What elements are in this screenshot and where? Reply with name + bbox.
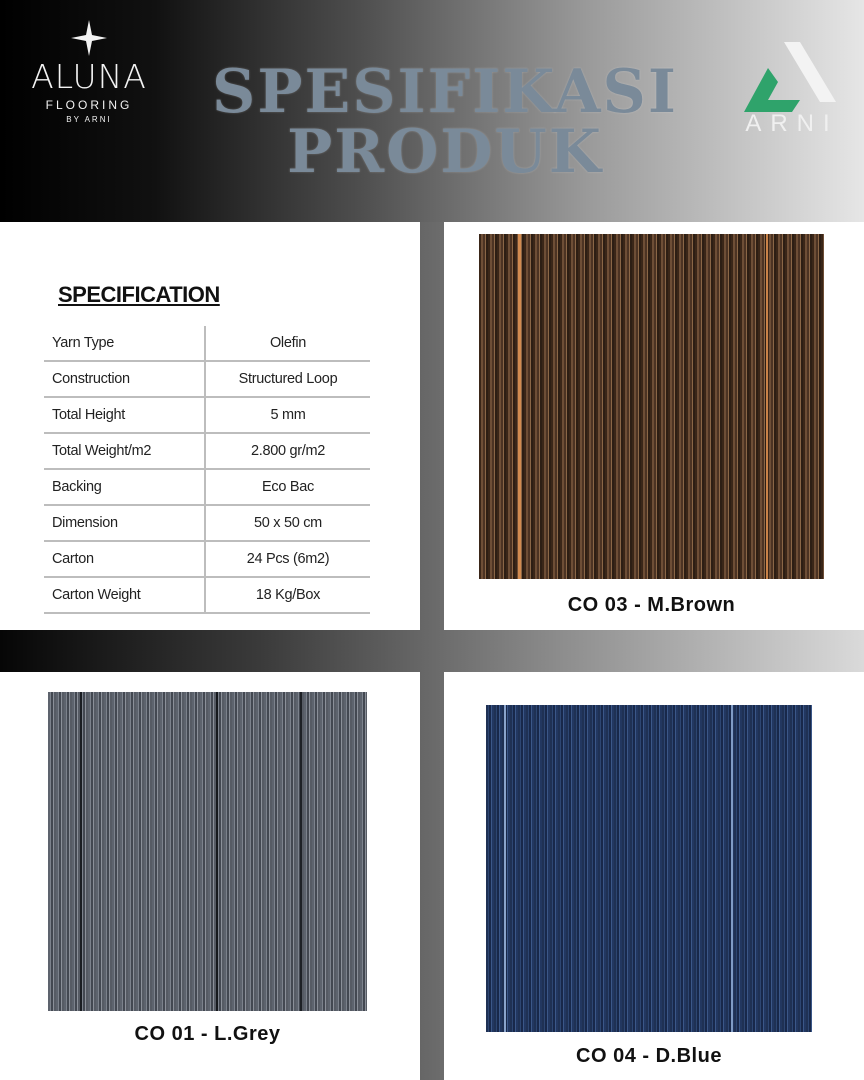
spec-value: 5 mm: [205, 397, 370, 433]
spec-value: 18 Kg/Box: [205, 577, 370, 613]
spec-label: Carton: [44, 541, 205, 577]
brand-byline: BY ARNI: [66, 115, 112, 124]
table-row: [44, 541, 370, 577]
spec-label: Yarn Type: [44, 326, 205, 361]
sparkle-icon: [69, 18, 109, 58]
spec-label: Total Height: [44, 397, 205, 433]
page-title-line1: SPESIFIKASI: [212, 57, 678, 127]
spec-label: Carton Weight: [44, 577, 205, 613]
table-row: [44, 577, 370, 613]
product-caption-grey: CO 01 - L.Grey: [134, 1023, 281, 1045]
spec-value: 50 x 50 cm: [205, 505, 370, 541]
page-title-line2: PRODUK: [287, 117, 603, 187]
product-caption-brown: CO 03 - M.Brown: [567, 594, 736, 616]
spec-label: Total Weight/m2: [44, 433, 205, 469]
brand-name: ALUNA: [31, 57, 147, 96]
product-caption-blue: CO 04 - D.Blue: [576, 1045, 722, 1067]
spec-value: 2.800 gr/m2: [205, 433, 370, 469]
table-row: [44, 326, 370, 361]
carpet-swatch-blue: [486, 705, 812, 1032]
spec-label: Backing: [44, 469, 205, 505]
table-row: [44, 361, 370, 397]
carpet-swatch-brown: [479, 234, 824, 579]
spec-label: Dimension: [44, 505, 205, 541]
spec-label: Construction: [44, 361, 205, 397]
carpet-swatch-grey: [48, 692, 367, 1011]
spec-value: Olefin: [205, 326, 370, 361]
table-row: [44, 433, 370, 469]
spec-value: Eco Bac: [205, 469, 370, 505]
spec-value: Structured Loop: [205, 361, 370, 397]
specification-table: [44, 326, 370, 614]
header-banner: [0, 0, 864, 222]
table-row: [44, 397, 370, 433]
table-row: [44, 505, 370, 541]
aluna-brand-logo: [14, 18, 164, 124]
arni-logo-text: ARNI: [745, 110, 839, 137]
table-row: [44, 469, 370, 505]
spec-value: 24 Pcs (6m2): [205, 541, 370, 577]
brand-subtitle: FLOORING: [45, 98, 133, 112]
specification-heading: SPECIFICATION: [58, 282, 220, 307]
page-title: [200, 57, 690, 187]
